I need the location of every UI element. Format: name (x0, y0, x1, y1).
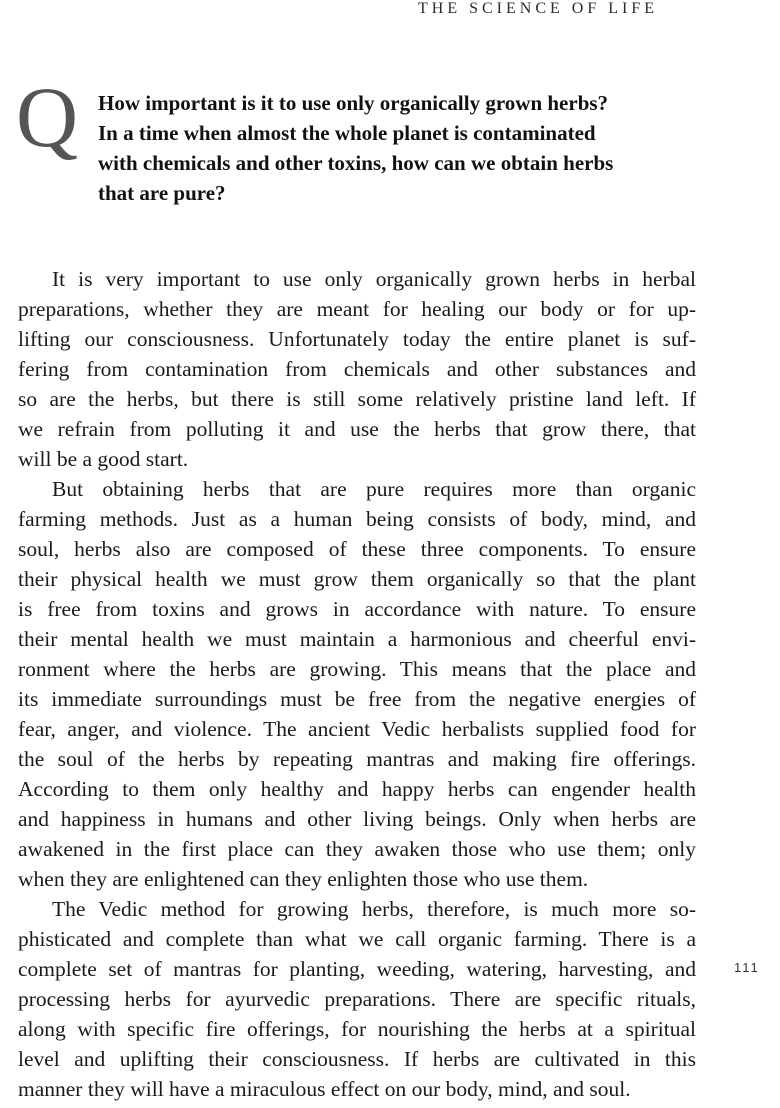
page-number: 111 (734, 960, 760, 975)
text-line: preparations, whether they are meant for healing our body or for up- (18, 297, 696, 321)
paragraph-3 (18, 894, 696, 1104)
text-line: the soul of the herbs by repeating mantras and making fire offerings. (18, 747, 696, 771)
question-line: with chemicals and other toxins, how can we obtain herbs (98, 151, 614, 175)
paragraph-1 (18, 264, 696, 474)
running-head: THE SCIENCE OF LIFE (418, 0, 658, 17)
text-line: when they are enlightened can they enlighten those who use them. (18, 867, 589, 891)
text-line: fear, anger, and violence. The ancient Vedic herbalists supplied food for (18, 717, 696, 741)
text-line: phisticated and complete than what we call organic farming. There is a (18, 927, 696, 951)
question-text (98, 88, 678, 208)
text-line: manner they will have a miraculous effect on our body, mind, and soul. (18, 1077, 631, 1101)
text-line: It is very important to use only organically grown herbs in herbal (52, 267, 696, 291)
text-line: we refrain from polluting it and use the herbs that grow there, that (18, 417, 696, 441)
text-line: The Vedic method for growing herbs, therefore, is much more so- (52, 897, 696, 921)
text-line: their mental health we must maintain a harmonious and cheerful envi- (18, 627, 696, 651)
text-line: along with specific fire offerings, for nourishing the herbs at a spiritual (18, 1017, 696, 1041)
text-line: ronment where the herbs are growing. This means that the place and (18, 657, 696, 681)
text-line: their physical health we must grow them organically so that the plant (18, 567, 696, 591)
text-line: According to them only healthy and happy herbs can engender health (18, 777, 696, 801)
text-line: farming methods. Just as a human being consists of body, mind, and (18, 507, 696, 531)
question-line: How important is it to use only organically grown herbs? (98, 91, 609, 115)
question-line: that are pure? (98, 181, 226, 205)
text-line: soul, herbs also are composed of these three components. To ensure (18, 537, 696, 561)
text-line: is free from toxins and grows in accordance with nature. To ensure (18, 597, 696, 621)
text-line: and happiness in humans and other living beings. Only when herbs are (18, 807, 696, 831)
text-line: But obtaining herbs that are pure requires more than organic (52, 477, 696, 501)
question-line: In a time when almost the whole planet is contaminated (98, 121, 596, 145)
text-line: its immediate surroundings must be free from the negative energies of (18, 687, 696, 711)
text-line: level and uplifting their consciousness. If herbs are cultivated in this (18, 1047, 696, 1071)
answer-body (18, 264, 696, 1104)
drop-cap-q: Q (16, 69, 79, 165)
paragraph-2 (18, 474, 696, 894)
text-line: processing herbs for ayurvedic preparations. There are specific rituals, (18, 987, 696, 1011)
text-line: complete set of mantras for planting, weeding, watering, harvesting, and (18, 957, 696, 981)
text-line: awakened in the first place can they awaken those who use them; only (18, 837, 696, 861)
text-line: so are the herbs, but there is still some relatively pristine land left. If (18, 387, 696, 411)
text-line: lifting our consciousness. Unfortunately today the entire planet is suf- (18, 327, 696, 351)
text-line: will be a good start. (18, 447, 189, 471)
text-line: fering from contamination from chemicals and other substances and (18, 357, 696, 381)
